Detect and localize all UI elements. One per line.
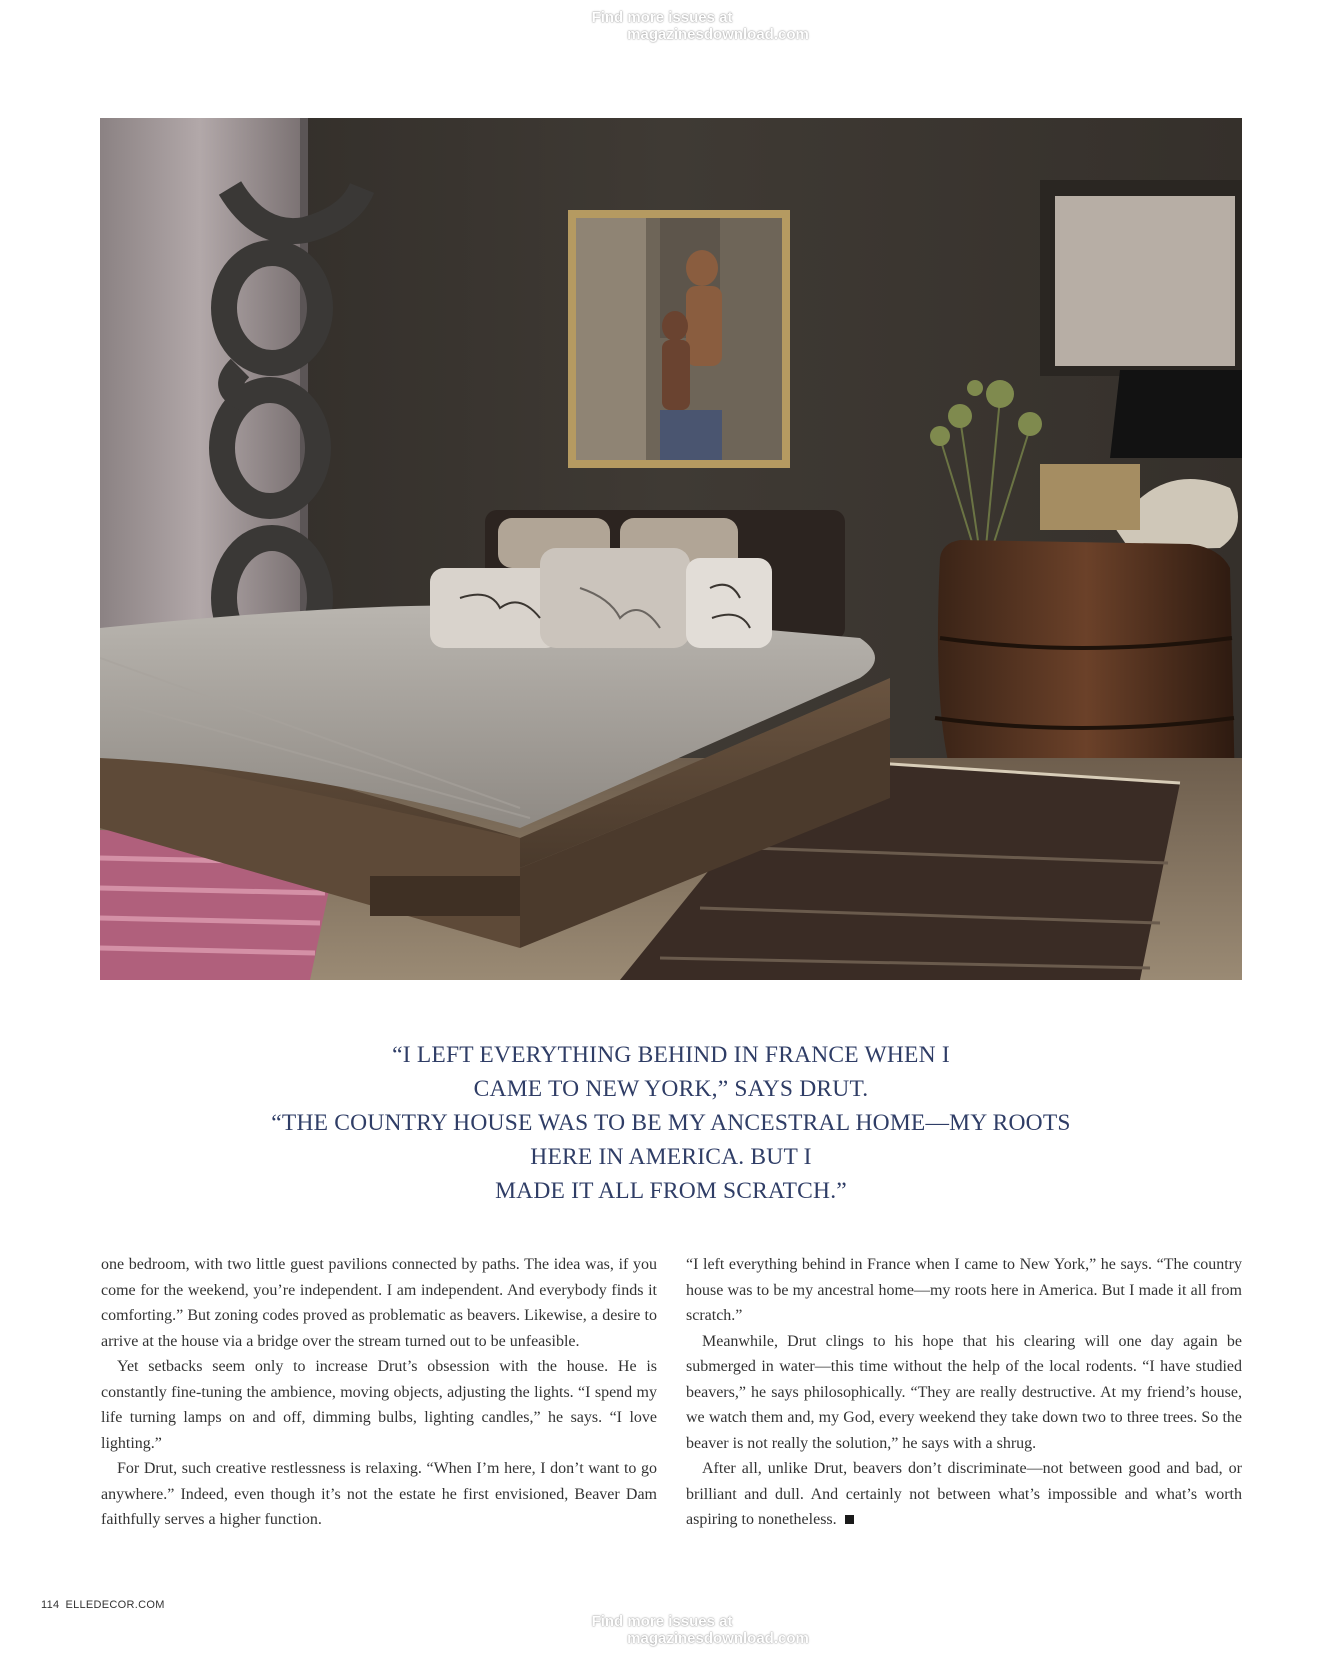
pull-quote bbox=[100, 1038, 1242, 1208]
pull-quote-line: HERE IN AMERICA. BUT I bbox=[530, 1144, 812, 1170]
watermark-line-2: magazinesdownload.com bbox=[627, 1630, 809, 1647]
article-column-left bbox=[101, 1252, 657, 1533]
article-paragraph: Meanwhile, Drut clings to his hope that his clearing will one day again be submerged in water—this time without the help of the local rodents. “I have studied beavers,” he says philosophically. “They are really destructive. At my friend’s house, we watch them and, my God, every weekend they take down two to three trees. So the beaver is not really the solution,” he says with a shrug. bbox=[686, 1332, 1242, 1452]
footer-site-name: ELLEDECOR.COM bbox=[65, 1599, 165, 1611]
article-paragraph: Yet setbacks seem only to increase Drut’s obsession with the house. He is constantly fine-tuning the ambience, moving objects, adjusting the lights. “I spend my life turning lamps on and off, dimming bulbs, lighting candles,” he says. “I love lighting.” bbox=[101, 1358, 657, 1452]
pull-quote-line: “I LEFT EVERYTHING BEHIND IN FRANCE WHEN I bbox=[392, 1042, 950, 1068]
watermark-bottom bbox=[0, 1613, 1344, 1647]
page-footer bbox=[41, 1599, 165, 1611]
page-number: 114 bbox=[41, 1599, 60, 1611]
article-paragraph: For Drut, such creative restlessness is relaxing. “When I’m here, I don’t want to go anywhere.” Indeed, even though it’s not the estate he first envisioned, Beaver Dam faithfully serves a higher function. bbox=[101, 1460, 657, 1528]
pull-quote-line: “THE COUNTRY HOUSE WAS TO BE MY ANCESTRAL HOME—MY ROOTS bbox=[271, 1110, 1071, 1136]
pull-quote-line: CAME TO NEW YORK,” SAYS DRUT. bbox=[473, 1076, 869, 1102]
article-column-right bbox=[686, 1252, 1242, 1533]
article-paragraph: After all, unlike Drut, beavers don’t discriminate—not between good and bad, or brilliant and dull. And certainly not between what’s impossible and what’s worth aspiring to nonetheless. bbox=[686, 1460, 1242, 1528]
watermark-line-1: Find more issues at bbox=[591, 1613, 733, 1630]
watermark-top bbox=[0, 9, 1344, 43]
watermark-line-1: Find more issues at bbox=[591, 9, 733, 26]
article-paragraph: “I left everything behind in France when I came to New York,” he says. “The country house was to be my ancestral home—my roots here in America. But I made it all from scratch.” bbox=[686, 1256, 1242, 1324]
article-paragraph-last bbox=[686, 1456, 1242, 1533]
pull-quote-line: MADE IT ALL FROM SCRATCH.” bbox=[495, 1178, 847, 1204]
end-of-article-mark bbox=[845, 1515, 854, 1524]
bedroom-photo bbox=[100, 118, 1242, 980]
article-paragraph: one bedroom, with two little guest pavilions connected by paths. The idea was, if you come for the weekend, you’re independent. I am independent. And everybody finds it comforting.” But zoning codes proved as problematic as beavers. Likewise, a desire to arrive at the house via a bridge over the stream turned out to be unfeasible. bbox=[101, 1256, 657, 1350]
watermark-line-2: magazinesdownload.com bbox=[627, 26, 809, 43]
